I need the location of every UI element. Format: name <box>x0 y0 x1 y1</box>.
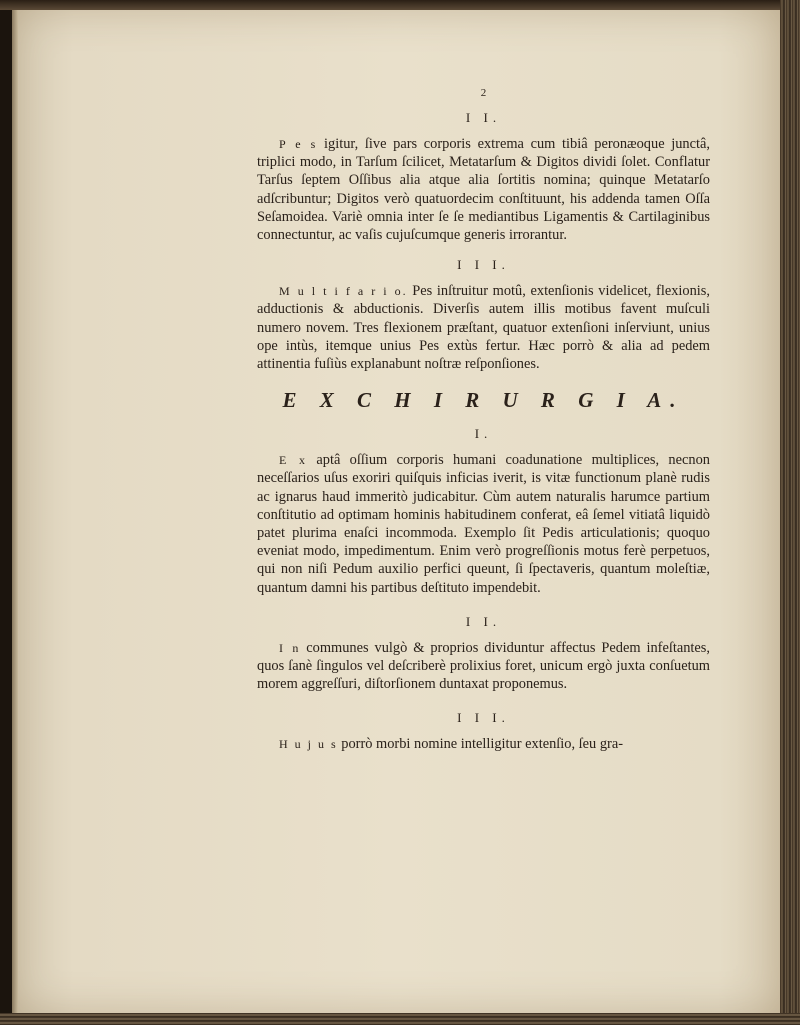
paragraph-lead: M u l t i f a r i o. <box>279 284 408 299</box>
paragraph-lead: E x <box>279 453 308 468</box>
paragraph-lead: P e s <box>279 137 318 151</box>
paragraph-anatomy-ii <box>257 135 710 244</box>
paragraph-lead: H u j u s <box>279 737 338 752</box>
section-heading-surgery-iii: I I I. <box>457 710 510 726</box>
book-bottom-edge <box>0 1013 800 1025</box>
page-number: 2 <box>480 87 487 99</box>
paragraph-surgery-ii <box>257 639 710 694</box>
paragraph-body: Pes inſtruitur motû, extenſionis videlicet, flexionis, adductionis & abductionis. Diverſis autem illis motibus favent muſculi numero novem. Tres flexionem præſtant, quatuor extenſioni inſerviunt, unius ope intùs, itemque unius Pes extùs fertur. Hæc porrò & alia ad pedem attinentia fuſiùs explanabunt noſtræ reſponſiones. <box>257 283 710 373</box>
book-top-edge <box>0 0 800 10</box>
book-page-edges <box>780 0 800 1025</box>
paragraph-body: igitur, ſive pars corporis extrema cum tibiâ peronæoque junctâ, triplici modo, in Tarſum ſcilicet, Metatarſum & Digitos dividi ſolet. Conflatur Tarſus ſeptem Oſſibus alia atque alia ſortitis nomina; quinque Metatarſo adſcribuntur; Digitos verò quatuordecim conſtituunt, his addenda tamen Oſſa Seſamoidea. Variè omnia inter ſe ſe mediantibus Ligamentis & Cartilaginibus connectuntur, ac vaſis cujuſcumque generis irrorantur. <box>257 136 710 244</box>
paragraph-lead: I n <box>279 640 301 655</box>
paragraph-body: aptâ oſſium corporis humani coadunatione multiplices, necnon neceſſarios uſus exoriri quiſquis inficias iverit, is vitæ functionum planè rudis ac ignarus haud immeritò judicabitur. Cùm autem naturalis harumce partium conſtitutio ad optimam hominis habitudinem conferat, eâ ſemel vitiatâ liquidò patet plurima enaſci incommoda. Exemplo ſit Pedis articulationis; quoquo eveniat modo, impedimentum. Enim verò progreſſionis motus ferè perpetuos, qui non niſi Pedum auxilio perfici queunt, ſi ſpectaveris, quantum moleſtiæ, quantum damni his partibus deſtituto impendebit. <box>257 452 710 596</box>
section-heading-iii: I I I. <box>457 257 510 273</box>
page-spine-shadow <box>12 10 18 1013</box>
section-heading-surgery-ii: I I. <box>465 613 502 629</box>
paragraph-body: porrò morbi nomine intelligitur extenſio, ſeu gra- <box>337 736 624 753</box>
main-heading-ex-chirurgia: E X C H I R U R G I A. <box>282 388 685 413</box>
paragraph-body: communes vulgò & proprios dividuntur affectus Pedem infeſtantes, quos ſanè ſingulos vel deſcriberè prolixius foret, unicum ergò juxta conſuetum morem aggreſſuri, diſtorſionem duntaxat proponemus. <box>257 639 710 693</box>
paragraph-surgery-iii <box>257 735 710 753</box>
section-heading-ii: I I. <box>465 110 502 125</box>
text-block <box>257 85 710 754</box>
paragraph-surgery-i <box>257 451 710 597</box>
section-heading-surgery-i: I. <box>474 426 493 442</box>
paragraph-anatomy-iii <box>257 282 710 373</box>
